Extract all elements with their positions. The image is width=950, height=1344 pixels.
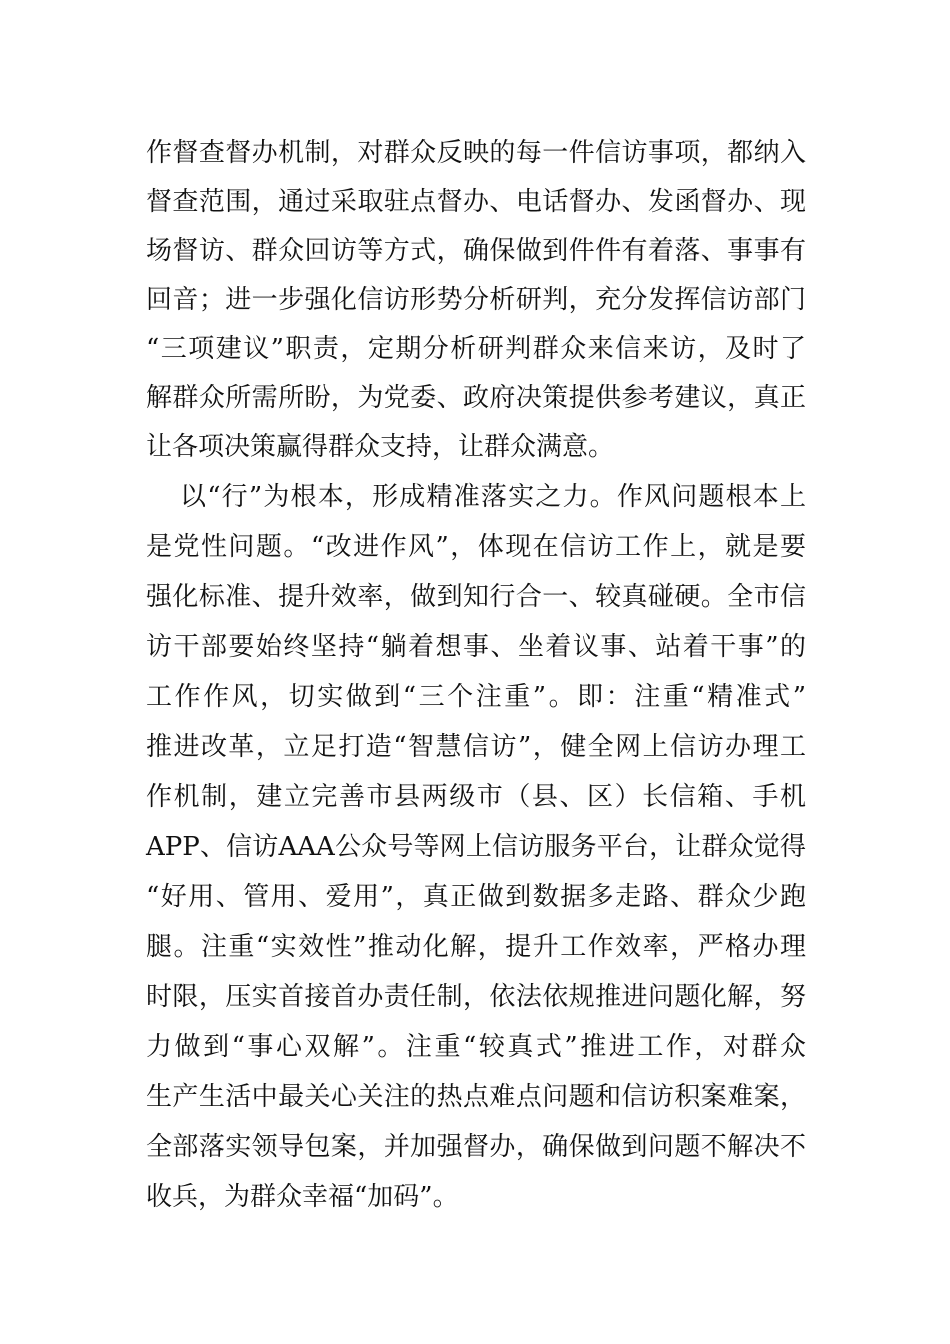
text-line: 推进改革，立足打造“智慧信访”，健全网上信访办理工: [146, 732, 806, 762]
text-line: 解群众所需所盼，为党委、政府决策提供参考建议，真正: [146, 383, 806, 413]
text-line: 收兵，为群众幸福“加码”。: [146, 1182, 459, 1212]
text-line: 回音；进一步强化信访形势分析研判，充分发挥信访部门: [146, 285, 806, 315]
text-line: 作机制，建立完善市县两级市（县、区）长信箱、手机: [146, 782, 806, 812]
text-line: “三项建议”职责，定期分析研判群众来信来访，及时了: [146, 334, 806, 364]
text-line: 工作作风，切实做到“三个注重”。即：注重“精准式”: [146, 682, 806, 712]
text-line: 时限，压实首接首办责任制，依法依规推进问题化解，努: [146, 982, 806, 1012]
text-line: 是党性问题。“改进作风”，体现在信访工作上，就是要: [146, 532, 806, 562]
text-line: 腿。注重“实效性”推动化解，提升工作效率，严格办理: [146, 932, 806, 962]
text-line: “好用、管用、爱用”，真正做到数据多走路、群众少跑: [146, 882, 806, 912]
text-line: 督查范围，通过采取驻点督办、电话督办、发函督办、现: [146, 187, 806, 217]
text-line: APP、信访AAA公众号等网上信访服务平台，让群众觉得: [146, 832, 806, 862]
text-line: 场督访、群众回访等方式，确保做到件件有着落、事事有: [146, 236, 806, 266]
text-line: 作督查督办机制，对群众反映的每一件信访事项，都纳入: [146, 138, 806, 168]
text-line: 生产生活中最关心关注的热点难点问题和信访积案难案，: [146, 1082, 806, 1112]
text-line: 以“行”为根本，形成精准落实之力。作风问题根本上: [180, 482, 806, 512]
text-line: 让各项决策赢得群众支持，让群众满意。: [146, 432, 615, 462]
text-line: 访干部要始终坚持“躺着想事、坐着议事、站着干事”的: [146, 632, 806, 662]
text-line: 力做到“事心双解”。注重“较真式”推进工作，对群众: [146, 1032, 806, 1062]
text-line: 全部落实领导包案，并加强督办，确保做到问题不解决不: [146, 1132, 806, 1162]
text-line: 强化标准、提升效率，做到知行合一、较真碰硬。全市信: [146, 582, 806, 612]
